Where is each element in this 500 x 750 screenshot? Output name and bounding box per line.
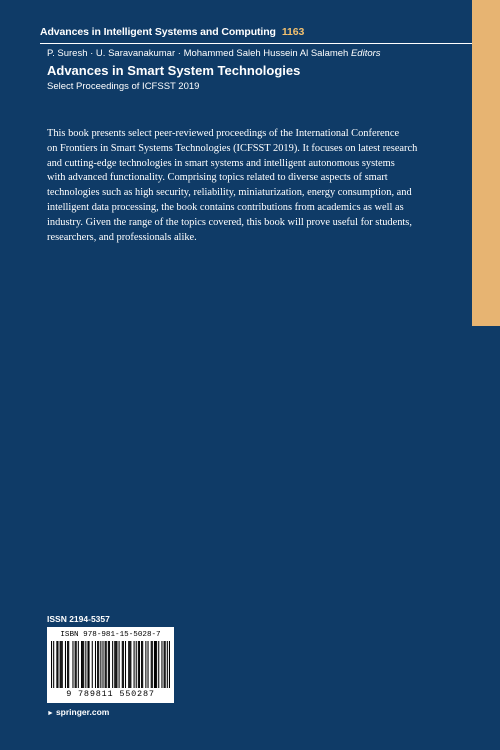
blurb-line: researchers, and professionals alike.	[47, 231, 197, 243]
issn-label: ISSN 2194-5357	[47, 614, 110, 624]
barcode-bar	[169, 641, 170, 688]
barcode-bar	[145, 641, 146, 688]
barcode-bar	[138, 641, 139, 688]
color-strip	[472, 0, 500, 326]
barcode-bar	[67, 641, 68, 688]
barcode-bar	[167, 641, 168, 688]
barcode-bar	[147, 641, 148, 688]
barcode-bar	[154, 641, 155, 688]
barcode-bar	[129, 641, 130, 688]
barcode-bar	[56, 641, 57, 688]
barcode-bar	[78, 641, 79, 688]
barcode-bar	[83, 641, 84, 688]
blurb-line: with advanced functionality. Comprising topics related to diverse aspects of smart	[47, 172, 388, 184]
header-rule	[40, 43, 472, 44]
series-name: Advances in Intelligent Systems and Computing	[40, 26, 276, 38]
barcode-bar	[57, 641, 58, 688]
isbn-text: ISBN 978-981-15-5028-7	[60, 631, 161, 639]
barcode-bar	[85, 641, 86, 688]
barcode-bar	[134, 641, 135, 688]
barcode-bar	[106, 641, 107, 688]
barcode-bar	[98, 641, 99, 688]
barcode-bar	[53, 641, 54, 688]
publisher-link[interactable]	[47, 707, 109, 717]
barcode-bar	[60, 641, 61, 688]
barcode-bar	[158, 641, 159, 688]
barcode-bar	[116, 641, 117, 688]
blurb-line: technologies such as high security, reliability, miniaturization, energy consumption, and	[47, 187, 412, 199]
barcode-bar	[65, 641, 66, 688]
editors-line	[47, 48, 381, 59]
barcode-bar	[105, 641, 106, 688]
barcode	[47, 627, 174, 703]
barcode-bar	[161, 641, 162, 688]
barcode-bar	[136, 641, 137, 688]
barcode-bar	[95, 641, 96, 688]
barcode-bar	[165, 641, 166, 688]
barcode-bar	[109, 641, 110, 688]
blurb-line: on Frontiers in Smart Systems Technologies (ICFSST 2019). It focuses on latest research	[47, 142, 418, 154]
blurb-line: intelligent data processing, the book contains contributions from academics as well as	[47, 201, 404, 213]
editors-role: Editors	[350, 48, 381, 59]
arrow-icon: ►	[47, 710, 54, 717]
barcode-bars	[51, 641, 170, 688]
barcode-bar	[115, 641, 116, 688]
publisher-url: springer.com	[55, 707, 110, 717]
barcode-bar	[72, 641, 73, 688]
series-number: 1163	[281, 26, 305, 38]
barcode-bar	[108, 641, 109, 688]
barcode-bar	[123, 641, 124, 688]
barcode-bar	[125, 641, 126, 688]
barcode-bar	[152, 641, 153, 688]
barcode-digits: 9 789811 550287	[66, 689, 155, 699]
barcode-bar	[97, 641, 98, 688]
blurb-paragraph	[47, 127, 467, 245]
barcode-bar	[76, 641, 77, 688]
barcode-bar	[112, 641, 113, 688]
barcode-bar	[62, 641, 63, 688]
barcode-bar	[155, 641, 156, 688]
barcode-bar	[114, 641, 115, 688]
barcode-bar	[142, 641, 143, 688]
book-subtitle: Select Proceedings of ICFSST 2019	[47, 81, 200, 92]
barcode-bar	[68, 641, 69, 688]
blurb-line: This book presents select peer-reviewed proceedings of the International Conference	[47, 128, 400, 139]
book-title: Advances in Smart System Technologies	[47, 63, 301, 78]
barcode-bar	[128, 641, 129, 688]
series-line	[40, 26, 304, 38]
blurb-line: and cutting-edge technologies in smart systems and intelligent autonomous systems	[47, 157, 395, 169]
barcode-bar	[61, 641, 62, 688]
barcode-bar	[156, 641, 157, 688]
barcode-bar	[119, 641, 120, 688]
barcode-bar	[92, 641, 93, 688]
barcode-bar	[102, 641, 103, 688]
barcode-bar	[87, 641, 88, 688]
barcode-bar	[122, 641, 123, 688]
barcode-bar	[100, 641, 101, 688]
barcode-bar	[82, 641, 83, 688]
barcode-bar	[81, 641, 82, 688]
barcode-bar	[139, 641, 140, 688]
barcode-bar	[164, 641, 165, 688]
barcode-bar	[151, 641, 152, 688]
barcode-bar	[130, 641, 131, 688]
editor-names: P. Suresh · U. Saravanakumar · Mohammed Saleh Hussein Al Salameh	[47, 48, 349, 59]
barcode-bar	[141, 641, 142, 688]
barcode-bar	[75, 641, 76, 688]
barcode-bar	[51, 641, 52, 688]
barcode-bar	[89, 641, 90, 688]
blurb-line: industry. Given the range of the topics covered, this book will prove useful for students,	[47, 216, 412, 228]
